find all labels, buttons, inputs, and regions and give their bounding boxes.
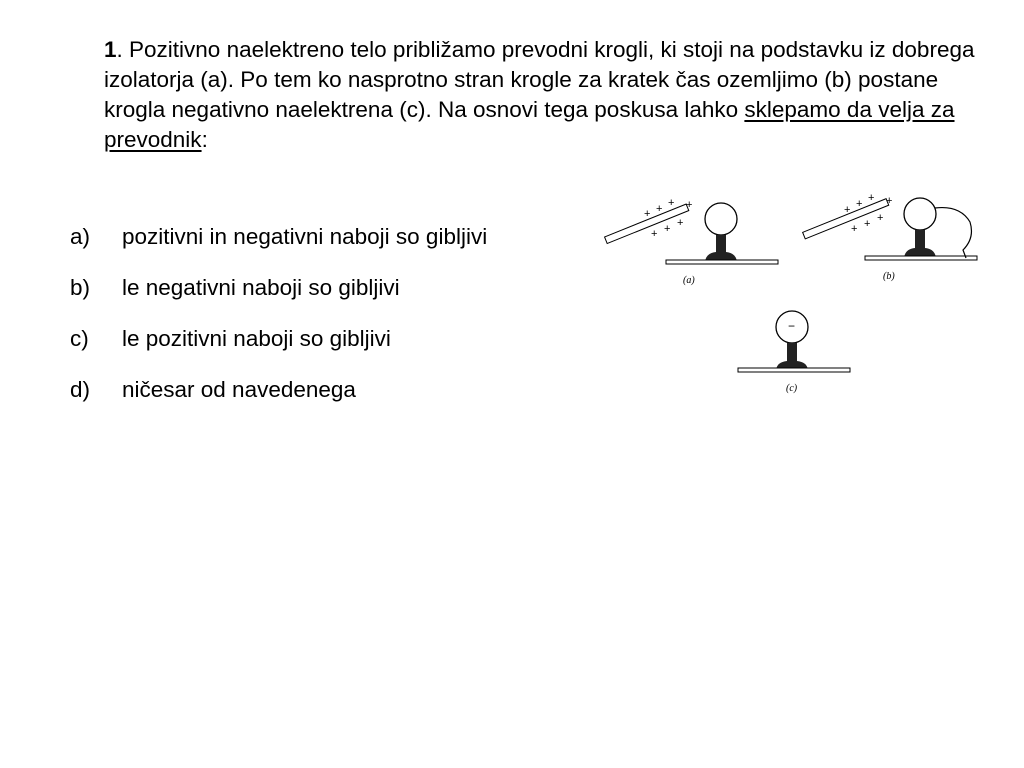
answer-letter: a) — [70, 224, 91, 249]
answer-letter: d) — [70, 377, 91, 402]
svg-text:+: + — [677, 217, 684, 229]
minus-charge: − — [788, 319, 796, 333]
svg-text:+: + — [851, 223, 858, 235]
question-body: . Pozitivno naelektreno telo približamo prevodni krogli, ki stoji na podstavku iz dobrega izolatorja (a). Po tem ko nasprotno stran krogle za kratek čas ozemljimo (b) postane krogla negativno naelektrena (c). Na osnovi tega poskusa lahko — [104, 37, 975, 122]
svg-text:+: + — [886, 195, 893, 207]
answer-text: pozitivni in negativni naboji so gibljivi — [122, 224, 488, 249]
figure-caption: (b) — [883, 271, 895, 282]
figure-caption: (c) — [786, 383, 798, 394]
svg-text:+: + — [651, 228, 658, 240]
question-number: 1 — [104, 37, 117, 62]
svg-text:+: + — [656, 203, 663, 215]
conducting-sphere — [705, 203, 737, 235]
svg-text:+: + — [856, 198, 863, 210]
svg-text:+: + — [868, 192, 875, 204]
figure-caption: (a) — [683, 275, 695, 286]
answer-letter: c) — [70, 326, 89, 351]
ground-wire — [935, 208, 971, 258]
answer-letter: b) — [70, 275, 91, 300]
figure-a — [605, 197, 778, 286]
conducting-sphere — [904, 198, 936, 230]
insulating-stand — [904, 230, 936, 258]
answer-text: le pozitivni naboji so gibljivi — [122, 326, 391, 351]
figure-c — [738, 311, 850, 394]
svg-text:+: + — [864, 218, 871, 230]
svg-text:+: + — [877, 212, 884, 224]
base-plate — [865, 256, 977, 260]
question-underlined: sklepamo da velja za prevodnik — [104, 97, 955, 152]
svg-text:+: + — [644, 208, 651, 220]
figure-b — [803, 192, 977, 282]
insulating-stand — [776, 343, 808, 370]
svg-text:+: + — [668, 197, 675, 209]
insulating-stand — [705, 235, 737, 262]
svg-text:+: + — [664, 223, 671, 235]
svg-text:+: + — [686, 199, 693, 211]
answer-text: le negativni naboji so gibljivi — [122, 275, 400, 300]
answer-text: ničesar od navedenega — [122, 377, 356, 402]
svg-text:+: + — [844, 204, 851, 216]
base-plate — [738, 368, 850, 372]
base-plate — [666, 260, 778, 264]
question-colon: : — [201, 127, 208, 152]
